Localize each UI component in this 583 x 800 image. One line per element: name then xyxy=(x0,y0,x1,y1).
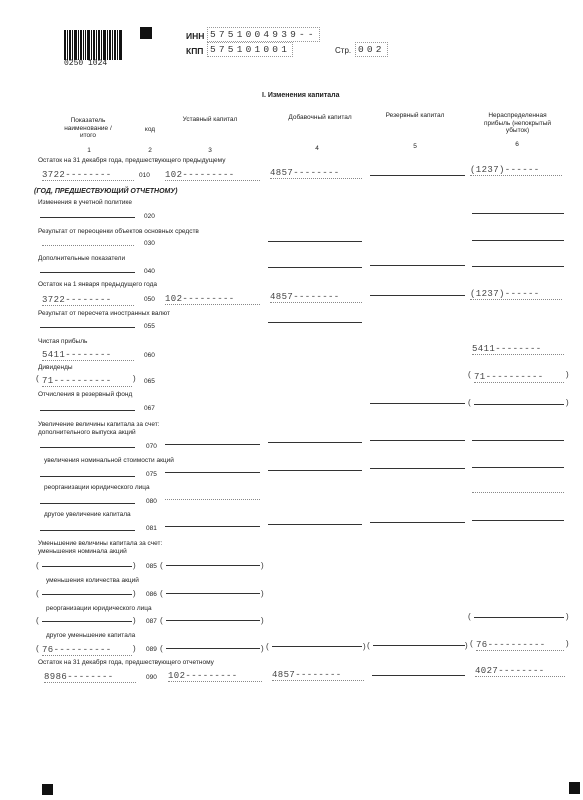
barcode-graphic xyxy=(64,30,122,60)
row-070-code: 070 xyxy=(146,443,157,450)
row-081-col3-line xyxy=(165,526,260,527)
page-title: I. Изменения капитала xyxy=(262,92,340,99)
row-080-col1-line xyxy=(40,503,135,504)
page-label: Стр. xyxy=(335,46,352,55)
row-087-col6-close-paren: ) xyxy=(566,612,569,621)
row-055-label: Результат от пересчета иностранных валют xyxy=(38,310,170,317)
row-050-col4: 4857-------- xyxy=(270,292,362,303)
row-087-col3-line xyxy=(166,620,260,621)
row-010-label: Остаток на 31 декабря года, предшествующего предыдущему xyxy=(38,157,226,164)
row-089-col5-close-paren: ) xyxy=(465,641,468,650)
row-070-col3-line xyxy=(165,444,260,445)
row-089-col6: 76---------- xyxy=(476,640,564,651)
row-085-col1-close-paren: ) xyxy=(133,561,136,570)
row-030-col1 xyxy=(42,245,134,246)
row-089-code: 089 xyxy=(146,646,157,653)
row-067-col1-line xyxy=(40,410,135,411)
row-075-col6-line xyxy=(472,467,564,468)
row-075-label: увеличения номинальной стоимости акций xyxy=(44,457,174,464)
row-060-label: Чистая прибыль xyxy=(38,338,88,345)
row-070-col5-line xyxy=(370,440,465,441)
barcode-number: 0250 1024 xyxy=(64,59,108,68)
column-header-code: код xyxy=(144,126,156,133)
section-title: (ГОД, ПРЕДШЕСТВУЮЩИЙ ОТЧЕТНОМУ) xyxy=(34,188,178,195)
column-number-2: 2 xyxy=(148,147,152,154)
row-050-col1: 3722-------- xyxy=(42,295,134,306)
row-090-col5-line xyxy=(372,675,465,676)
column-header-indicator: Показатель наименование / итого xyxy=(64,117,112,139)
barcode xyxy=(64,30,122,60)
row-090-col1: 8986-------- xyxy=(44,672,136,683)
row-065-col1-close-paren: ) xyxy=(133,374,136,383)
row-050-col5-line xyxy=(370,295,465,296)
registration-mark-bottom-left xyxy=(42,784,53,795)
row-075-col1-line xyxy=(40,476,135,477)
row-085-label: уменьшения номинала акций xyxy=(38,548,127,555)
row-089-col5-open-paren: ( xyxy=(367,641,370,650)
row-080-code: 080 xyxy=(146,498,157,505)
row-089-col4-open-paren: ( xyxy=(266,642,269,651)
row-081-col5-line xyxy=(370,522,465,523)
row-070-col1-line xyxy=(40,447,135,448)
row-060-col1: 5411-------- xyxy=(42,350,134,361)
row-067-code: 067 xyxy=(144,405,155,412)
row-089-col4-close-paren: ) xyxy=(363,642,366,651)
row-089-col1-close-paren: ) xyxy=(133,644,136,653)
row-086-label: уменьшения количества акций xyxy=(46,577,139,584)
row-067-col5-line xyxy=(370,403,465,404)
row-055-col1-line xyxy=(40,327,135,328)
row-086-col1-open-paren: ( xyxy=(36,589,39,598)
row-067-label: Отчисления в резервный фонд xyxy=(38,391,133,398)
row-065-code: 065 xyxy=(144,378,155,385)
row-081-label: другое увеличение капитала xyxy=(44,511,131,518)
column-header-charter: Уставный капитал xyxy=(182,116,238,123)
row-020-code: 020 xyxy=(144,213,155,220)
row-065-label: Дивиденды xyxy=(38,364,73,371)
row-067-col6-open-paren: ( xyxy=(468,398,471,407)
row-085-code: 085 xyxy=(146,563,157,570)
row-086-code: 086 xyxy=(146,591,157,598)
column-header-retained: Нераспределенная прибыль (непокрытый убыток) xyxy=(483,112,552,134)
row-087-col1-open-paren: ( xyxy=(36,616,39,625)
column-number-1: 1 xyxy=(87,147,91,154)
row-089-col1: 76---------- xyxy=(42,645,132,656)
row-070-col6-line xyxy=(472,440,564,441)
row-050-col3: 102--------- xyxy=(165,294,260,305)
row-065-col6-open-paren: ( xyxy=(468,370,471,379)
row-050-label: Остаток на 1 января предыдущего года xyxy=(38,281,158,288)
row-089-col3-close-paren: ) xyxy=(261,644,264,653)
column-header-reserve: Резервный капитал xyxy=(385,112,445,119)
row-089-col5-line xyxy=(373,645,465,646)
row-087-col6-open-paren: ( xyxy=(468,612,471,621)
row-070-group-label: Увеличение величины капитала за счет: xyxy=(38,421,160,428)
page-field: 002 xyxy=(355,42,388,57)
row-010-col6: (1237)------ xyxy=(470,165,562,176)
row-087-col3-close-paren: ) xyxy=(261,616,264,625)
row-040-col6-line xyxy=(472,266,564,267)
row-030-code: 030 xyxy=(144,240,155,247)
row-060-code: 060 xyxy=(144,352,155,359)
row-087-col3-open-paren: ( xyxy=(160,616,163,625)
row-050-code: 050 xyxy=(144,296,155,303)
row-087-col1-line xyxy=(42,621,132,622)
row-087-code: 087 xyxy=(146,618,157,625)
row-090-col3: 102--------- xyxy=(168,671,262,682)
row-080-col6 xyxy=(472,492,564,493)
column-number-3: 3 xyxy=(208,147,212,154)
row-020-label: Изменения в учетной политике xyxy=(38,199,132,206)
row-055-code: 055 xyxy=(144,323,155,330)
row-030-label: Результат от переоценки объектов основных средств xyxy=(38,228,199,235)
row-067-col6-line xyxy=(474,404,564,405)
row-085-col3-open-paren: ( xyxy=(160,561,163,570)
row-050-col6: (1237)------ xyxy=(470,289,562,300)
row-085-col3-close-paren: ) xyxy=(261,561,264,570)
row-081-col4-line xyxy=(268,524,362,525)
row-075-code: 075 xyxy=(146,471,157,478)
column-header-additional: Добавочный капитал xyxy=(288,114,352,121)
row-086-col1-close-paren: ) xyxy=(133,589,136,598)
row-085-group-label: Уменьшение величины капитала за счет: xyxy=(38,540,163,547)
row-030-col6-line xyxy=(472,240,564,241)
row-055-col4-line xyxy=(268,322,362,323)
row-075-col4-line xyxy=(268,470,362,471)
row-085-col3-line xyxy=(166,565,260,566)
row-060-col6: 5411-------- xyxy=(472,344,564,355)
row-030-col4-line xyxy=(268,241,362,242)
row-090-col4: 4857-------- xyxy=(272,670,364,681)
column-number-5: 5 xyxy=(413,143,417,150)
row-020-col6-line xyxy=(472,213,564,214)
row-040-code: 040 xyxy=(144,268,155,275)
row-081-col6-line xyxy=(472,520,564,521)
row-087-col6-line xyxy=(474,617,564,618)
row-089-col6-close-paren: ) xyxy=(566,639,569,648)
row-020-col1-line xyxy=(40,217,135,218)
row-090-col6: 4027-------- xyxy=(475,666,565,677)
row-080-col3 xyxy=(165,499,260,500)
row-090-label: Остаток на 31 декабря года, предшествующего отчетному xyxy=(38,659,214,666)
row-040-col5-line xyxy=(370,265,465,266)
row-010-col5-line xyxy=(370,175,465,176)
row-010-col4: 4857-------- xyxy=(270,168,362,179)
row-040-col4-line xyxy=(268,267,362,268)
row-086-col3-close-paren: ) xyxy=(261,589,264,598)
kpp-label: КПП xyxy=(186,46,204,56)
inn-label: ИНН xyxy=(186,31,205,41)
row-089-col6-open-paren: ( xyxy=(470,639,473,648)
row-010-code: 010 xyxy=(139,172,150,179)
row-075-col5-line xyxy=(370,468,465,469)
row-089-col4-line xyxy=(272,646,362,647)
row-080-label: реорганизации юридического лица xyxy=(44,484,150,491)
row-085-col1-open-paren: ( xyxy=(36,561,39,570)
row-089-col3-line xyxy=(166,648,260,649)
row-089-col3-open-paren: ( xyxy=(160,644,163,653)
row-086-col3-open-paren: ( xyxy=(160,589,163,598)
row-065-col1-open-paren: ( xyxy=(36,374,39,383)
row-087-col1-close-paren: ) xyxy=(133,616,136,625)
column-number-6: 6 xyxy=(515,141,519,148)
row-086-col3-line xyxy=(166,593,260,594)
row-065-col1: 71---------- xyxy=(42,376,132,387)
row-040-label: Дополнительные показатели xyxy=(38,255,126,262)
row-089-label: другое уменьшение капитала xyxy=(46,632,136,639)
row-010-col3: 102--------- xyxy=(165,170,260,181)
kpp-field: 575101001 xyxy=(207,42,293,57)
row-040-col1-line xyxy=(40,272,135,273)
row-075-col3-line xyxy=(165,472,260,473)
row-089-col1-open-paren: ( xyxy=(36,644,39,653)
registration-mark-top xyxy=(140,27,152,39)
registration-mark-bottom-right xyxy=(569,782,580,794)
row-070-label: дополнительного выпуска акций xyxy=(38,429,136,436)
row-067-col6-close-paren: ) xyxy=(566,398,569,407)
row-065-col6-close-paren: ) xyxy=(566,370,569,379)
row-087-label: реорганизации юридического лица xyxy=(46,605,152,612)
row-065-col6: 71---------- xyxy=(474,372,564,383)
inn-field: 5751004939-- xyxy=(207,27,320,42)
row-070-col4-line xyxy=(268,442,362,443)
column-number-4: 4 xyxy=(315,145,319,152)
row-081-code: 081 xyxy=(146,525,157,532)
row-090-code: 090 xyxy=(146,674,157,681)
row-085-col1-line xyxy=(42,566,132,567)
row-086-col1-line xyxy=(42,594,132,595)
row-081-col1-line xyxy=(40,530,135,531)
row-010-col1: 3722-------- xyxy=(42,170,134,181)
